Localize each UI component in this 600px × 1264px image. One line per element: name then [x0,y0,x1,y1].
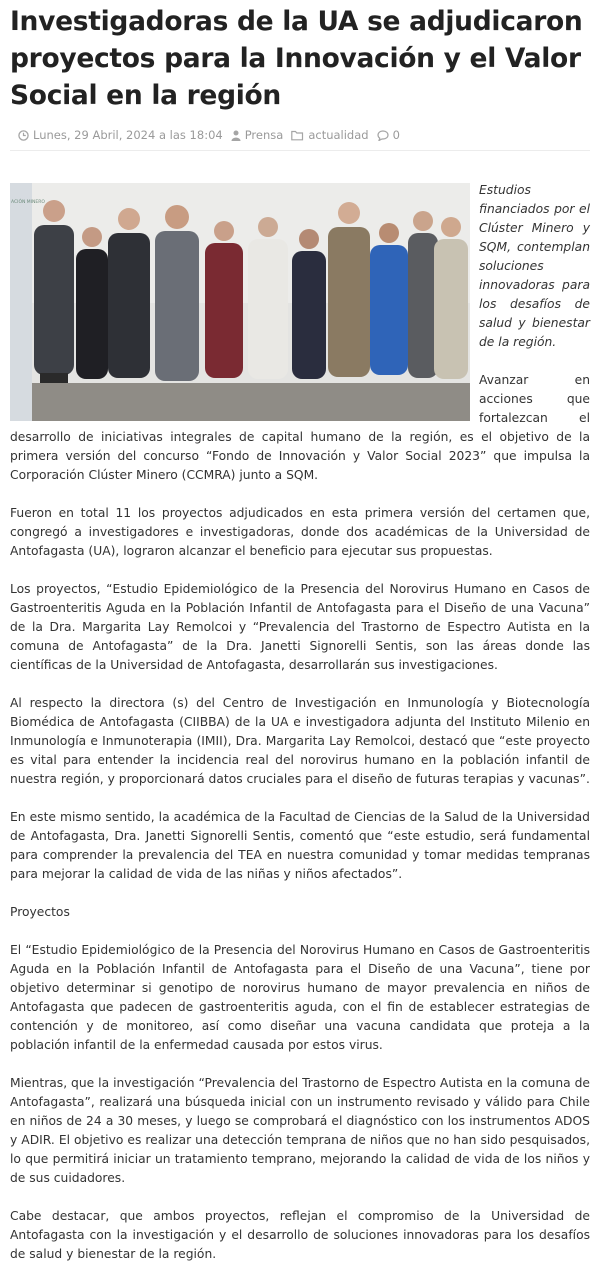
meta-author[interactable] [231,128,284,142]
comment-icon [377,130,389,141]
meta-date [18,128,223,142]
article-meta [10,122,590,151]
paragraph-8: Cabe destacar, que ambos proyectos, reflejan el compromiso de la Universidad de Antofagasta con la investigación y el desarrollo de soluciones innovadoras para los desafíos de salud y bienestar de la región. [10,1209,590,1261]
meta-comments-count[interactable]: 0 [392,128,400,142]
meta-author-link[interactable]: Prensa [244,128,284,142]
photo-banner-text: ACIÓN MINERO [11,200,45,205]
meta-comments[interactable] [377,128,400,142]
folder-icon [291,130,304,141]
paragraph-6: El “Estudio Epidemiológico de la Presencia del Norovirus Humano en Casos de Gastroenteritis Aguda en la Población Infantil de Antofagasta para el Diseño de una Vacuna”, tiene por objetivo determinar si genotipo de norovirus humano de mayor prevalencia en niños de Antofagasta que padecen de gastroenteritis aguda, con el fin de establecer estrategias de contención y de monitoreo, así como diseñar una vacuna candidata que proteja a la población infantil de la enfermedad causada por estos virus. [10,943,590,1052]
paragraph-7: Mientras, que la investigación “Prevalencia del Trastorno de Espectro Autista en la comuna de Antofagasta”, realizará una búsqueda inicial con un instrumento revisado y válido para Chile en niños de 24 a 30 meses, y luego se comprobará el diagnóstico con los instrumentos ADOS y ADIR. El objetivo es realizar una detección temprana de niños que no han sido pesquisados, lo que permitirá iniciar un tratamiento temprano, mejorando la calidad de vida de los niños y de sus cuidadores. [10,1076,590,1185]
paragraph-3: Los proyectos, “Estudio Epidemiológico de la Presencia del Norovirus Humano en Casos de Gastroenteritis Aguda en la Población Infantil de Antofagasta para el Diseño de una Vacuna” de la Dra. Margarita Lay Remolcoi y “Prevalencia del Trastorno de Espectro Autista en la comuna de Antofagasta” de la Dra. Janetti Signorelli Sentis, son las áreas donde las científicas de la Universidad de Antofagasta, desarrollarán sus investigaciones. [10,582,590,672]
meta-date-text: Lunes, 29 Abril, 2024 a las 18:04 [33,128,223,142]
article-title: Investigadoras de la UA se adjudicaron proyectos para la Innovación y el Valor Social en la región [10,6,583,111]
article-body [10,181,590,1264]
paragraph-5: En este mismo sentido, la académica de la Facultad de Ciencias de la Salud de la Universidad de Antofagasta, Dra. Janetti Signorelli Sentis, comentó que “este estudio, será fundamental para comprender la prevalencia del TEA en nuestra comunidad y tomar medidas tempranas para mejorar la calidad de vida de las niñas y niños afectados”. [10,810,590,881]
meta-category[interactable] [291,128,368,142]
group-photo [10,183,470,421]
clock-icon [18,130,29,141]
paragraph-4: Al respecto la directora (s) del Centro de Investigación en Inmunología y Biotecnología Biomédica de Antofagasta (CIIBBA) de la UA e investigadora adjunta del Instituto Milenio en Inmunología e Inmunoterapia (IMII), Dra. Margarita Lay Remolcoi, destacó que “este proyecto es vital para entender la incidencia real del norovirus humano en la población infantil de nuestra región, y proporcionará datos cruciales para el diseño de futuras terapias y vacunas”. [10,696,590,786]
photo-caption: Estudios financiados por el Clúster Minero y SQM, contemplan soluciones innovadoras para los desafíos de salud y bienestar de la región. [479,183,590,349]
meta-category-link[interactable]: actualidad [308,128,369,142]
paragraph-1: Avanzar en acciones que fortalezcan el desarrollo de iniciativas integrales de capital humano de la región, es el objetivo de la primera versión del concurso “Fondo de Innovación y Valor Social 2023” que impulsa la Corporación Clúster Minero (CCMRA) junto a SQM. [10,373,590,482]
section-heading-proyectos: Proyectos [10,905,70,919]
paragraph-2: Fueron en total 11 los proyectos adjudicados en esta primera versión del certamen que, congregó a investigadores e investigadoras, donde dos académicas de la Universidad de Antofagasta (UA), lograron alcanzar el beneficio para ejecutar sus propuestas. [10,506,590,558]
user-icon [231,130,241,141]
